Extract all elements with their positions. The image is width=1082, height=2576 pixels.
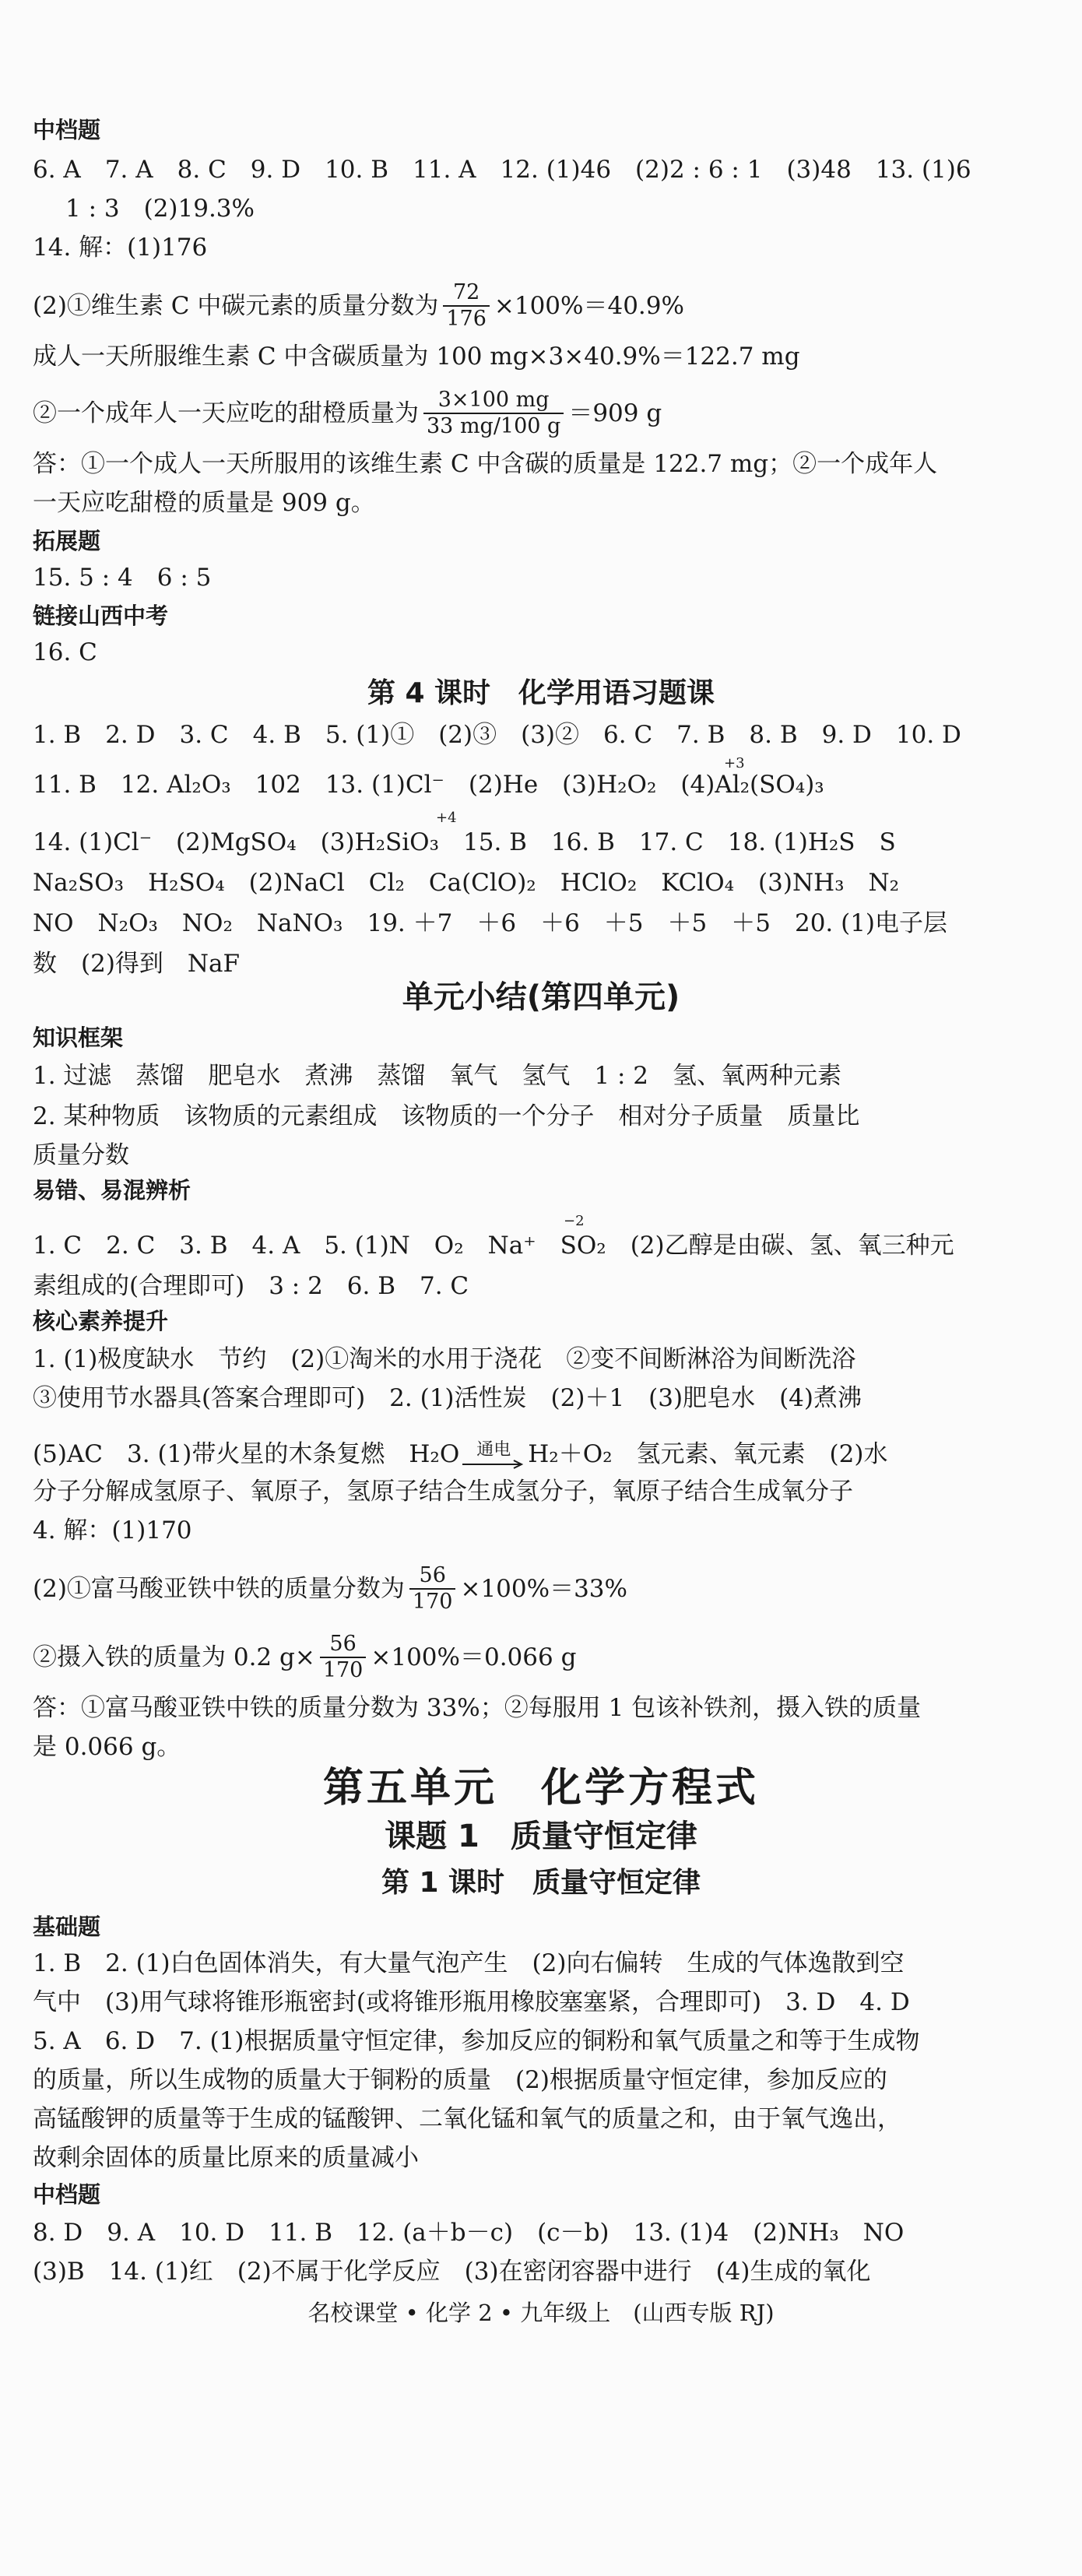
answer-line: 高锰酸钾的质量等于生成的锰酸钾、二氧化锰和氧气的质量之和，由于氧气逸出， (33, 2105, 901, 2133)
answer-line: 5. A 6. D 7. (1)根据质量守恒定律，参加反应的铜粉和氧气质量之和等于生成物 (33, 2027, 920, 2055)
formula-prefix: ②摄入铁的质量为 0.2 g× (33, 1643, 315, 1671)
answer-line: 是 0.066 g。 (33, 1733, 181, 1761)
answer-line: 2. 某种物质 该物质的元素组成 该物质的一个分子 相对分子质量 质量比 (33, 1102, 860, 1130)
answer-line: 1 : 3 (2)19.3% (65, 195, 255, 223)
fraction-numerator: 56 (329, 1632, 357, 1656)
section-heading-knowledge: 知识框架 (33, 1024, 124, 1051)
equation-left: (5)AC 3. (1)带火星的木条复燃 H₂O (33, 1440, 460, 1468)
topic-title: 课题 1 质量守恒定律 (385, 1819, 697, 1854)
formula-suffix: ×100%＝40.9% (494, 292, 684, 320)
answer-line: 14. 解：(1)176 (33, 234, 208, 262)
reaction-condition: 通电 (476, 1440, 511, 1460)
section-heading-core: 核心素养提升 (33, 1308, 169, 1334)
valence-mark: −2 (564, 1213, 585, 1229)
answer-line: 1. 过滤 蒸馏 肥皂水 煮沸 蒸馏 氧气 氢气 1 : 2 氢、氧两种元素 (33, 1062, 842, 1090)
fraction-denominator: 176 (443, 305, 490, 332)
answer-line: 11. B 12. Al₂O₃ 102 13. (1)Cl⁻ (2)He (3)H₂O₂ (4)Al₂(SO₄)₃ (33, 771, 824, 799)
section-heading-medium: 中档题 (33, 117, 101, 143)
formula-suffix: ×100%＝33% (460, 1575, 627, 1603)
answer-line: 气中 (3)用气球将锥形瓶密封(或将锥形瓶用橡胶塞塞紧，合理即可) 3. D 4. D (33, 1988, 910, 2016)
section-heading-mistakes: 易错、易混辨析 (33, 1177, 191, 1204)
formula-prefix: (2)①富马酸亚铁中铁的质量分数为 (33, 1575, 405, 1603)
formula-line (33, 1563, 627, 1615)
answer-line: 16. C (33, 638, 97, 666)
fraction (409, 1563, 456, 1615)
answer-line: (3)B 14. (1)红 (2)不属于化学反应 (3)在密闭容器中进行 (4)生成的氧化 (33, 2258, 871, 2286)
answer-line: 数 (2)得到 NaF (33, 950, 241, 978)
answer-line: 14. (1)Cl⁻ (2)MgSO₄ (3)H₂SiO₃ 15. B 16. B 17. C 18. (1)H₂S S (33, 828, 896, 856)
formula-line (33, 388, 662, 439)
answer-line: 分子分解成氢原子、氧原子，氢原子结合生成氢分子，氧原子结合生成氧分子 (33, 1478, 853, 1506)
fraction-denominator: 33 mg/100 g (423, 413, 564, 439)
answer-line: 8. D 9. A 10. D 11. B 12. (a＋b－c) (c－b) 13. (1)4 (2)NH₃ NO (33, 2219, 905, 2247)
section-heading-medium: 中档题 (33, 2181, 101, 2208)
answer-line: 故剩余固体的质量比原来的质量减小 (33, 2144, 419, 2172)
section-heading-shanxi: 链接山西中考 (33, 603, 169, 629)
answer-line: 6. A 7. A 8. C 9. D 10. B 11. A 12. (1)46 (2)2 : 6 : 1 (3)48 13. (1)6 (33, 156, 971, 184)
reaction-arrow (462, 1442, 525, 1470)
fraction-numerator: 72 (452, 280, 480, 304)
formula-line (33, 280, 684, 332)
page-footer: 名校课堂 • 化学 2 • 九年级上 (山西专版 RJ) (307, 2300, 775, 2326)
formula-suffix: ＝909 g (568, 399, 662, 427)
answer-line-equation (33, 1439, 1049, 1470)
answer-line: 一天应吃甜橙的质量是 909 g。 (33, 489, 375, 517)
section-heading-basic: 基础题 (33, 1914, 101, 1940)
section-heading-extension: 拓展题 (33, 528, 101, 554)
fraction-numerator: 3×100 mg (437, 388, 550, 412)
equation-right: H₂＋O₂ 氢元素、氧元素 (2)水 (528, 1440, 888, 1468)
answer-line: 的质量，所以生成物的质量大于铜粉的质量 (2)根据质量守恒定律，参加反应的 (33, 2066, 887, 2094)
valence-mark: +4 (436, 810, 457, 826)
fraction (423, 388, 564, 439)
lesson-title: 第 4 课时 化学用语习题课 (367, 677, 715, 709)
answer-line: ③使用节水器具(答案合理即可) 2. (1)活性炭 (2)＋1 (3)肥皂水 (4)煮沸 (33, 1384, 862, 1412)
answer-line: NO N₂O₃ NO₂ NaNO₃ 19. ＋7 ＋6 ＋6 ＋5 ＋5 ＋5 20. (1)电子层 (33, 909, 948, 937)
fraction (320, 1632, 367, 1683)
formula-prefix: (2)①维生素 C 中碳元素的质量分数为 (33, 292, 439, 320)
answer-line: 1. C 2. C 3. B 4. A 5. (1)N O₂ Na⁺ SO₂ (2)乙醇是由碳、氢、氧三种元 (33, 1232, 954, 1260)
answer-line: 1. B 2. (1)白色固体消失，有大量气泡产生 (2)向右偏转 生成的气体逸散到空 (33, 1949, 905, 1977)
unit-summary-title: 单元小结(第四单元) (402, 979, 680, 1015)
arrow-icon (462, 1459, 525, 1470)
formula-line (33, 1632, 576, 1683)
answer-line: 15. 5 : 4 6 : 5 (33, 564, 212, 592)
lesson-title: 第 1 课时 质量守恒定律 (381, 1867, 701, 1899)
formula-prefix: ②一个成年人一天应吃的甜橙质量为 (33, 399, 419, 427)
answer-line: 素组成的(合理即可) 3 : 2 6. B 7. C (33, 1272, 469, 1300)
answer-line: 1. (1)极度缺水 节约 (2)①淘米的水用于浇花 ②变不间断淋浴为间断洗浴 (33, 1345, 856, 1373)
fraction-denominator: 170 (320, 1657, 367, 1683)
answer-line: 答：①富马酸亚铁中铁的质量分数为 33%；②每服用 1 包该补铁剂，摄入铁的质量 (33, 1694, 922, 1722)
formula-suffix: ×100%＝0.066 g (371, 1643, 577, 1671)
answer-line: 质量分数 (33, 1141, 129, 1169)
fraction-numerator: 56 (419, 1563, 446, 1587)
answer-line: 1. B 2. D 3. C 4. B 5. (1)① (2)③ (3)② 6. C 7. B 8. B 9. D 10. D (33, 721, 961, 749)
answer-line: Na₂SO₃ H₂SO₄ (2)NaCl Cl₂ Ca(ClO)₂ HClO₂ KClO₄ (3)NH₃ N₂ (33, 869, 900, 897)
fraction (443, 280, 490, 332)
answer-line: 成人一天所服维生素 C 中含碳质量为 100 mg×3×40.9%＝122.7 mg (33, 343, 800, 371)
valence-mark: +3 (724, 755, 745, 771)
answer-line: 4. 解：(1)170 (33, 1516, 192, 1545)
unit-title: 第五单元 化学方程式 (322, 1765, 759, 1812)
fraction-denominator: 170 (409, 1588, 456, 1615)
answer-line: 答：①一个成人一天所服用的该维生素 C 中含碳的质量是 122.7 mg；②一个成年人 (33, 450, 938, 478)
